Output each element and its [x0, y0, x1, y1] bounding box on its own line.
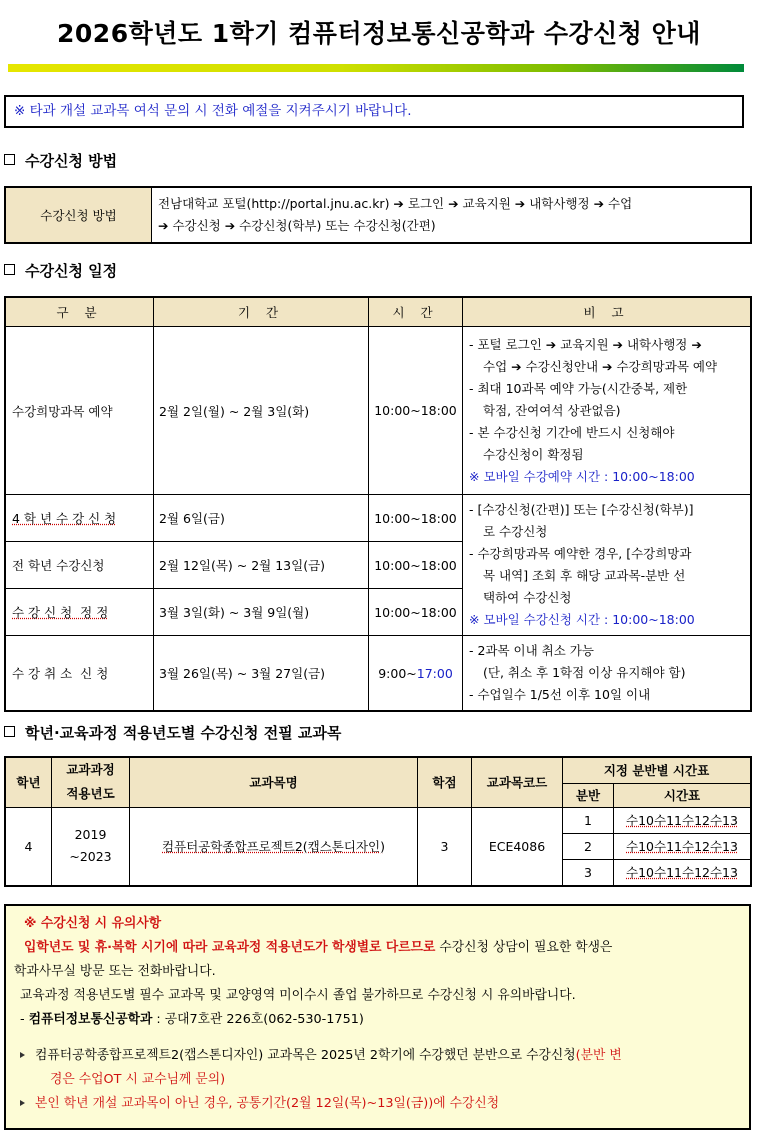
method-table	[4, 186, 752, 244]
course-header-grade: 학년	[5, 757, 52, 807]
course-table	[4, 756, 752, 887]
course-section-time: 수10수11수12수13	[614, 807, 752, 833]
schedule-note-reservation: - 포털 로그인 ➔ 교육지원 ➔ 내학사행정 ➔ 수업 ➔ 수강신청안내 ➔ 수강희망과목 예약 - 최대 10과목 예약 가능(시간중복, 제한 학점, 잔여여석 상관없음) - 본 수강신청 기간에 반드시 신청해야 수강신청이 확정됨 ※ 모바일 수강예약 시간 : 10:00~18:00	[463, 327, 752, 495]
schedule-time: 10:00~18:00	[369, 495, 463, 542]
schedule-time: 10:00~18:00	[369, 542, 463, 589]
triangle-bullet-icon	[20, 1100, 25, 1106]
schedule-category: 4 학 년 수 강 신 청	[5, 495, 154, 542]
warning-bullet-1: 컴퓨터공학종합프로젝트2(캡스톤디자인) 교과목은 2025년 2학기에 수강했던 분반으로 수강신청(분반 변	[14, 1044, 741, 1068]
notice-box	[4, 95, 744, 128]
schedule-category: 수 강 취 소 신 청	[5, 636, 154, 712]
course-header-credit: 학점	[418, 757, 472, 807]
square-bullet-icon	[4, 154, 15, 165]
schedule-category: 수강희망과목 예약	[5, 327, 154, 495]
warning-bullet-2: 본인 학년 개설 교과목이 아닌 경우, 공통기간(2월 12일(목)~13일(금))에 수강신청	[14, 1092, 741, 1116]
schedule-header-note: 비 고	[463, 297, 752, 327]
warning-paragraph-2: 교육과정 적용년도별 필수 교과목 및 교양영역 미이수시 졸업 불가하므로 수강신청 시 유의바랍니다.	[20, 988, 576, 1003]
method-steps-line1: 전남대학교 포털(http://portal.jnu.ac.kr) ➔ 로그인 ➔ 교육지원 ➔ 내학사행정 ➔ 수업	[158, 196, 633, 211]
section-method-heading: 수강신청 방법	[4, 150, 117, 171]
schedule-period: 3월 26일(목) ~ 3월 27일(금)	[154, 636, 369, 712]
course-header-schedule: 시간표	[614, 783, 752, 807]
table-row	[5, 495, 751, 542]
schedule-period: 3월 3일(화) ~ 3월 9일(월)	[154, 589, 369, 636]
course-header-code: 교과목코드	[472, 757, 563, 807]
course-header-name: 교과목명	[130, 757, 418, 807]
course-section-no: 2	[563, 833, 614, 859]
course-section-no: 3	[563, 859, 614, 886]
table-row	[5, 327, 751, 495]
course-name: 컴퓨터공학종합프로젝트2(캡스톤디자인)	[130, 807, 418, 886]
page-title: 2026학년도 1학기 컴퓨터정보통신공학과 수강신청 안내	[57, 19, 701, 48]
course-grade: 4	[5, 807, 52, 886]
course-header-curriculum: 교과과정 적용년도	[52, 757, 130, 807]
warning-paragraph-1b: 학과사무실 방문 또는 전화바랍니다.	[14, 964, 216, 979]
schedule-header-time: 시 간	[369, 297, 463, 327]
schedule-category: 수 강 신 청 정 정	[5, 589, 154, 636]
method-steps-line2: ➔ 수강신청 ➔ 수강신청(학부) 또는 수강신청(간편)	[158, 218, 436, 233]
warning-box	[4, 904, 751, 1130]
square-bullet-icon	[4, 264, 15, 275]
course-year: 2019 ~2023	[52, 807, 130, 886]
schedule-time: 9:00~17:00	[369, 636, 463, 712]
schedule-header-row	[5, 297, 751, 327]
course-header-section: 분반	[563, 783, 614, 807]
method-steps	[152, 187, 752, 243]
course-section-time: 수10수11수12수13	[614, 833, 752, 859]
schedule-time: 10:00~18:00	[369, 327, 463, 495]
course-header-row	[5, 757, 751, 783]
schedule-period: 2월 12일(목) ~ 2월 13일(금)	[154, 542, 369, 589]
triangle-bullet-icon	[20, 1052, 25, 1058]
schedule-header-period: 기 간	[154, 297, 369, 327]
course-header-timetable: 지정 분반별 시간표	[563, 757, 752, 783]
table-row	[5, 636, 751, 712]
table-row	[5, 807, 751, 833]
title-underline-bar	[8, 64, 744, 72]
warning-title: ※ 수강신청 시 유의사항	[24, 916, 162, 931]
square-bullet-icon	[4, 726, 15, 737]
schedule-period: 2월 2일(월) ~ 2월 3일(화)	[154, 327, 369, 495]
course-credit: 3	[418, 807, 472, 886]
course-section-no: 1	[563, 807, 614, 833]
warning-paragraph-1: 입학년도 및 휴·복학 시기에 따라 교육과정 적용년도가 학생별로 다르므로 수강신청 상담이 필요한 학생은	[24, 940, 613, 955]
schedule-note-withdrawal: - 2과목 이내 취소 가능 (단, 취소 후 1학점 이상 유지해야 함) - 수업일수 1/5선 이후 10일 이내	[463, 636, 752, 712]
schedule-table	[4, 296, 752, 712]
section-courses-heading: 학년·교육과정 적용년도별 수강신청 전필 교과목	[4, 722, 341, 743]
schedule-category: 전 학년 수강신청	[5, 542, 154, 589]
schedule-time: 10:00~18:00	[369, 589, 463, 636]
schedule-note-registration: - [수강신청(간편)] 또는 [수강신청(학부)] 로 수강신청 - 수강희망과목 예약한 경우, [수강희망과 목 내역] 조회 후 해당 교과목-분반 선 택하여 수강신청 ※ 모바일 수강신청 시간 : 10:00~18:00	[463, 495, 752, 636]
warning-bullet-1-cont: 경은 수업OT 시 교수님께 문의)	[50, 1072, 226, 1087]
warning-dept-contact: - 컴퓨터정보통신공학과 : 공대7호관 226호(062-530-1751)	[20, 1012, 364, 1027]
course-section-time: 수10수11수12수13	[614, 859, 752, 886]
schedule-header-category: 구 분	[5, 297, 154, 327]
course-code: ECE4086	[472, 807, 563, 886]
section-schedule-heading: 수강신청 일정	[4, 260, 117, 281]
method-label: 수강신청 방법	[5, 187, 152, 243]
notice-text: ※ 타과 개설 교과목 여석 문의 시 전화 예절을 지켜주시기 바랍니다.	[14, 103, 412, 119]
schedule-period: 2월 6일(금)	[154, 495, 369, 542]
